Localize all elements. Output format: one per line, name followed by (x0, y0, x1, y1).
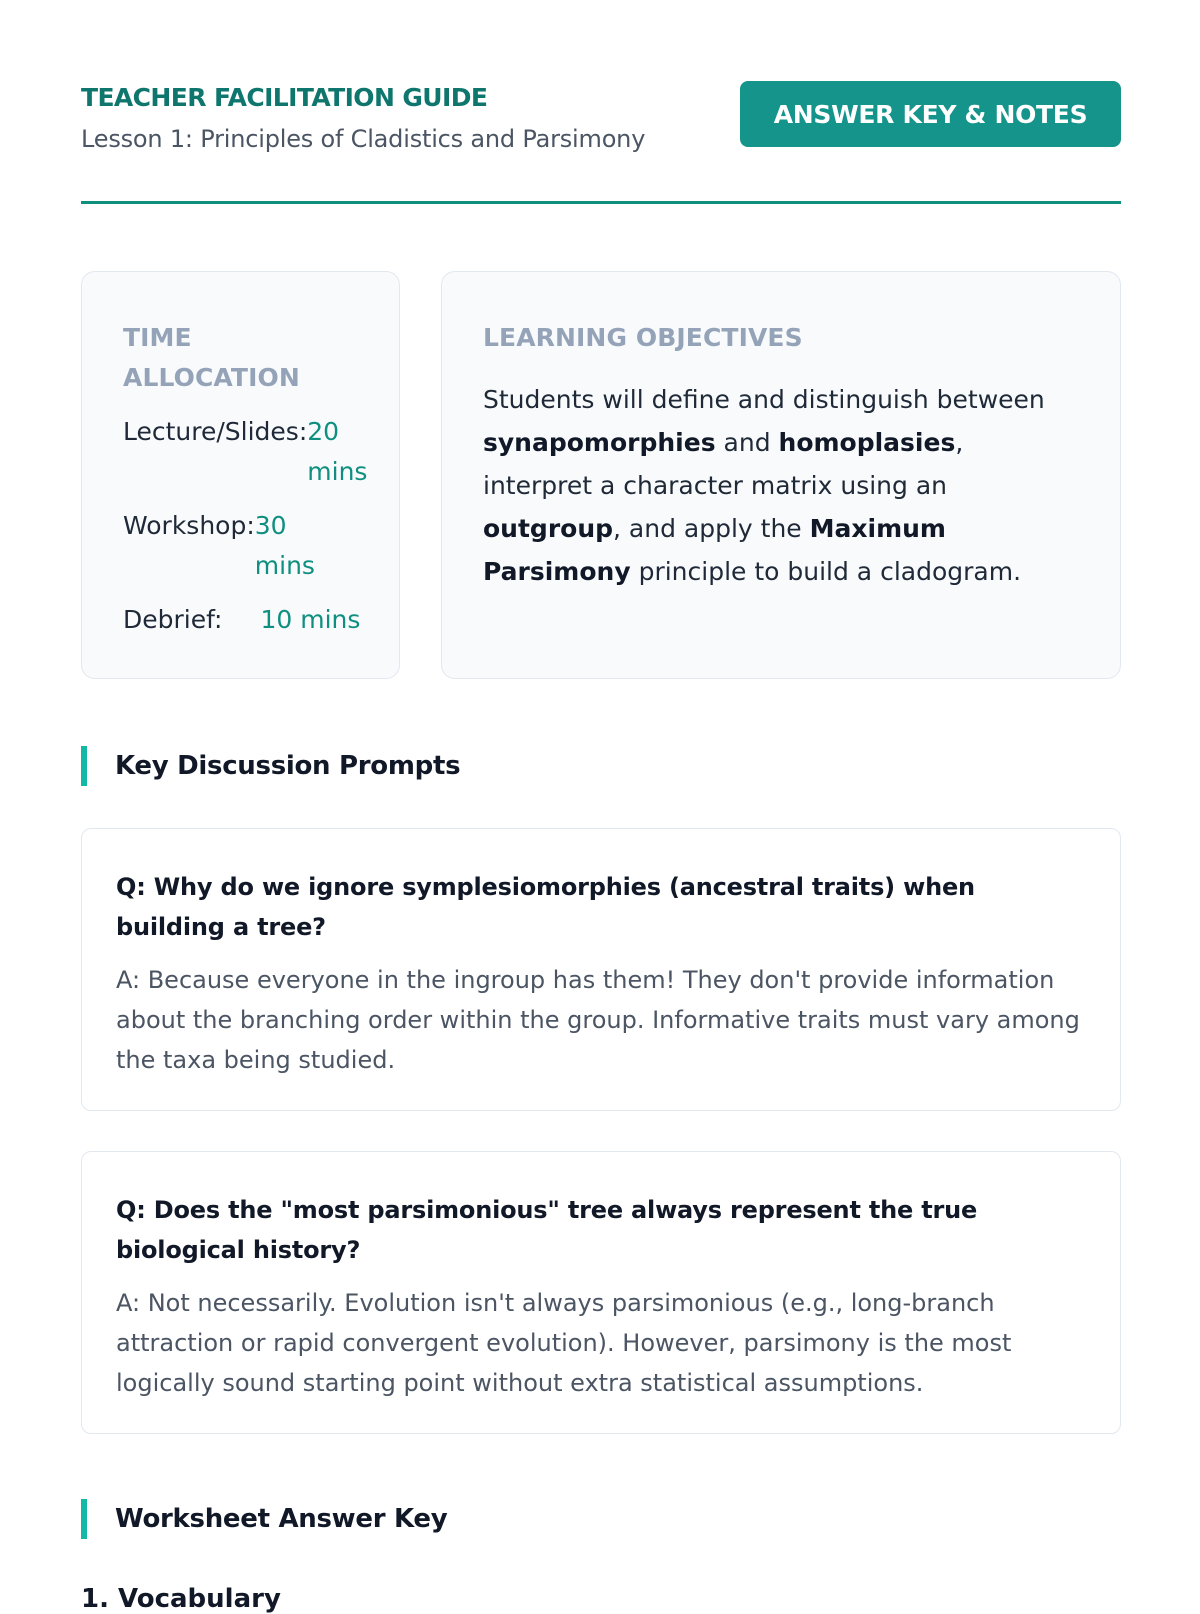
lesson-title: Lesson 1: Principles of Cladistics and Parsimony (81, 125, 646, 153)
prompt-question: Q: Why do we ignore symplesiomorphies (ancestral traits) when building a tree? (116, 873, 975, 941)
term-homoplasies: homoplasies (778, 428, 956, 457)
learning-objectives-label: LEARNING OBJECTIVES (483, 323, 803, 352)
time-row-key: Lecture/Slides: (123, 417, 308, 446)
objective-text: , and apply the (613, 514, 810, 543)
term-outgroup: outgroup (483, 514, 614, 543)
discussion-prompt-card (81, 1151, 1121, 1434)
time-row-key: Debrief: (123, 605, 223, 634)
prompt-answer: A: Not necessarily. Evolution isn't always parsimonious (e.g., long-branch attraction or rapid convergent evolution). However, parsimony is the most logically sound starting point without extra statistical assumptions. (116, 1289, 1012, 1397)
time-allocation-label: TIME ALLOCATION (123, 323, 300, 392)
time-row-value: 10 mins (260, 605, 361, 634)
time-row-key: Workshop: (123, 511, 255, 540)
worksheet-section-title: Worksheet Answer Key (81, 1499, 447, 1539)
time-row-lecture (123, 412, 399, 492)
page-header (81, 0, 1121, 204)
prompt-answer: A: Because everyone in the ingroup has them! They don't provide information about the branching order within the group. Informative traits must vary among the taxa being studied. (116, 966, 1080, 1074)
term-maximum-parsimony: Maximum Parsimony (483, 514, 946, 586)
learning-objectives-text (483, 378, 1079, 593)
discussion-section-title: Key Discussion Prompts (81, 746, 460, 786)
objective-text: and (715, 428, 779, 457)
objective-text: Students will define and distinguish between (483, 385, 1045, 414)
objective-text: , interpret a character matrix using an (483, 428, 964, 500)
time-row-workshop (123, 506, 399, 586)
answer-key-button[interactable]: ANSWER KEY & NOTES (740, 81, 1121, 147)
learning-objectives-card (441, 271, 1121, 679)
discussion-prompt-card (81, 828, 1121, 1111)
objective-text: principle to build a cladogram. (630, 557, 1022, 586)
guide-eyebrow: TEACHER FACILITATION GUIDE (81, 83, 488, 112)
facilitation-guide-page (81, 0, 1121, 1614)
time-row-value: 30 mins (254, 511, 315, 580)
overview-cards (81, 271, 1121, 679)
term-synapomorphies: synapomorphies (483, 428, 716, 457)
time-row-debrief (123, 600, 399, 640)
vocabulary-subheading: 1. Vocabulary (81, 1584, 281, 1614)
prompt-question: Q: Does the "most parsimonious" tree always represent the true biological history? (116, 1196, 978, 1264)
time-row-value: 20 mins (307, 417, 368, 486)
time-allocation-card (81, 271, 400, 679)
